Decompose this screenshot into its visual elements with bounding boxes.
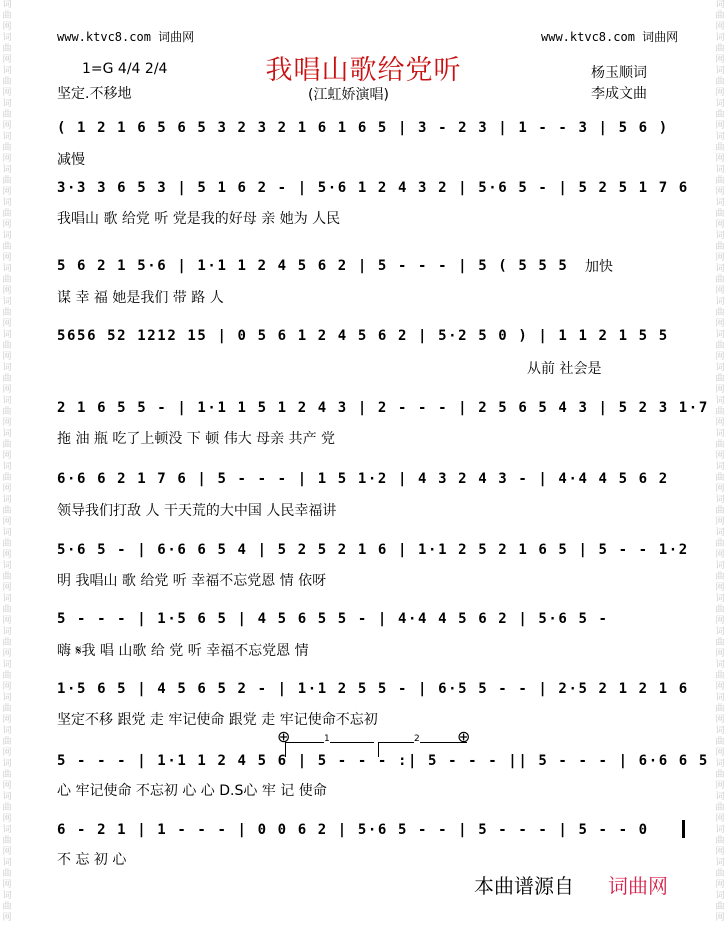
watermark-glyph: 曲 [2,242,12,252]
watermark-glyph: 网 [715,22,725,32]
watermark-glyph: 网 [715,517,725,527]
watermark-glyph: 网 [715,484,725,494]
slower-marking: 减慢 [57,152,85,168]
watermark-glyph: 曲 [715,209,725,219]
watermark-glyph: 词 [715,33,725,43]
watermark-glyph: 网 [715,154,725,164]
watermark-glyph: 词 [715,297,725,307]
watermark-glyph: 词 [2,693,12,703]
watermark-glyph: 网 [2,484,12,494]
watermark-glyph: 词 [2,825,12,835]
watermark-glyph: 曲 [2,110,12,120]
watermark-glyph: 曲 [715,572,725,582]
watermark-glyph: 曲 [715,407,725,417]
watermark-glyph: 词 [2,363,12,373]
watermark-glyph: 网 [2,682,12,692]
watermark-glyph: 词 [2,198,12,208]
watermark-glyph: 曲 [715,902,725,912]
watermark-glyph: 词 [715,330,725,340]
watermark-glyph: 词 [2,759,12,769]
watermark-glyph: 网 [715,319,725,329]
watermark-glyph: 曲 [2,902,12,912]
source-label: 本曲谱源自 [474,874,574,898]
watermark-glyph: 网 [2,253,12,263]
watermark-glyph: 词 [2,297,12,307]
source-link[interactable]: 词曲网 [608,874,668,898]
watermark-glyph: 曲 [2,341,12,351]
watermark-glyph: 网 [2,616,12,626]
watermark-glyph: 词 [715,693,725,703]
watermark-glyph: 网 [715,451,725,461]
watermark-glyph: 曲 [2,143,12,153]
score-row-4-lyrics: 从前 社会是 [527,361,602,377]
watermark-glyph: 词 [2,99,12,109]
score-row-4-notes: 5656 52 1212 15 | 0 5 6 1 2 4 5 6 2 | 5·2 5 0 ) | 1 1 2 1 5 5 [57,328,669,344]
watermark-glyph: 词 [715,858,725,868]
watermark-glyph: 曲 [2,209,12,219]
watermark-glyph: 网 [715,121,725,131]
watermark-glyph: 词 [715,660,725,670]
watermark-glyph: 网 [715,253,725,263]
watermark-glyph: 词 [715,495,725,505]
watermark-glyph: 曲 [715,11,725,21]
watermark-glyph: 网 [2,352,12,362]
watermark-glyph: 词 [715,759,725,769]
watermark-glyph: 词 [715,627,725,637]
watermark-glyph: 词 [715,264,725,274]
watermark-glyph: 网 [2,418,12,428]
watermark-glyph: 词 [715,561,725,571]
watermark-glyph: 词 [2,231,12,241]
score-row-9-notes: 1·5 6 5 | 4 5 6 5 2 - | 1·1 2 5 5 - | 6·5 5 - - | 2·5 2 1 2 1 6 [57,681,689,697]
watermark-glyph: 网 [2,451,12,461]
score-row-8-notes: 5 - - - | 1·5 6 5 | 4 5 6 5 5 - | 4·4 4 5 6 2 | 5·6 5 - [57,611,609,627]
watermark-glyph: 曲 [2,770,12,780]
watermark-glyph: 词 [715,132,725,142]
watermark-glyph: 词 [2,66,12,76]
watermark-glyph: 网 [2,814,12,824]
watermark-glyph: 词 [2,396,12,406]
watermark-glyph: 曲 [715,539,725,549]
watermark-glyph: 网 [715,781,725,791]
watermark-glyph: 词 [715,198,725,208]
watermark-glyph: 网 [2,286,12,296]
final-barline [682,820,685,838]
watermark-glyph: 曲 [715,110,725,120]
watermark-glyph: 曲 [2,572,12,582]
watermark-glyph: 曲 [715,473,725,483]
watermark-glyph: 词 [2,0,12,10]
score-row-7-notes: 5·6 5 - | 6·6 6 5 4 | 5 2 5 2 1 6 | 1·1 2 5 2 1 6 5 | 5 - - 1·2 [57,542,689,558]
watermark-glyph: 网 [715,649,725,659]
watermark-glyph: 网 [2,913,12,923]
watermark-glyph: 词 [715,231,725,241]
score-row-11-notes: 6 - 2 1 | 1 - - - | 0 0 6 2 | 5·6 5 - - | 5 - - - | 5 - - 0 [57,822,649,838]
watermark-glyph: 曲 [2,803,12,813]
watermark-glyph: 词 [715,891,725,901]
score-row-3-lyrics: 谋 幸 福 她是我们 带 路 人 [57,290,224,306]
watermark-glyph: 曲 [715,374,725,384]
watermark-glyph: 词 [2,165,12,175]
watermark-glyph: 网 [2,748,12,758]
watermark-glyph: 词 [2,429,12,439]
score-row-1-notes: ( 1 2 1 6 5 6 5 3 2 3 2 1 6 1 6 5 | 3 - 2 3 | 1 - - 3 | 5 6 ) [57,120,669,136]
watermark-glyph: 网 [2,583,12,593]
score-row-5-lyrics: 拖 油 瓶 吃了上顿没 下 顿 伟大 母亲 共产 党 [57,431,336,447]
watermark-glyph: 曲 [715,44,725,54]
score-row-10-lyrics: 心 牢记使命 不忘初 心 心 D.S心 牢 记 使命 [57,783,327,799]
watermark-glyph: 词 [715,99,725,109]
watermark-glyph: 网 [2,550,12,560]
watermark-glyph: 词 [2,462,12,472]
score-row-10-notes: 5 - - - | 1·1 1 2 4 5 6 | 5 - - - :| 5 - - - || 5 - - - | 6·6 6 5 [57,753,709,769]
watermark-glyph: 词 [715,396,725,406]
watermark-glyph: 网 [2,880,12,890]
score-row-6-lyrics: 领导我们打敌 人 干天荒的大中国 人民幸福讲 [57,503,337,519]
watermark-glyph: 网 [715,55,725,65]
site-link-left[interactable]: www.ktvc8.com 词曲网 [57,30,195,44]
watermark-glyph: 词 [2,726,12,736]
watermark-glyph: 网 [715,88,725,98]
watermark-glyph: 曲 [2,374,12,384]
watermark-glyph: 网 [2,22,12,32]
watermark-glyph: 网 [2,847,12,857]
watermark-glyph: 词 [2,891,12,901]
watermark-glyph: 网 [2,649,12,659]
score-row-6-notes: 6·6 6 2 1 7 6 | 5 - - - | 1 5 1·2 | 4 3 2 4 3 - | 4·4 4 5 6 2 [57,471,669,487]
volta-number-2: 2 [414,734,420,744]
watermark-glyph: 词 [2,561,12,571]
watermark-glyph: 词 [2,264,12,274]
watermark-glyph: 词 [2,627,12,637]
volta-number-1: 1 [324,734,330,744]
watermark-glyph: 曲 [715,440,725,450]
watermark-glyph: 曲 [715,341,725,351]
coda-sign-1: ⊕ [277,727,291,746]
watermark-glyph: 网 [715,748,725,758]
watermark-glyph: 词 [2,528,12,538]
watermark-glyph: 网 [715,616,725,626]
watermark-glyph: 曲 [2,275,12,285]
watermark-glyph: 网 [715,352,725,362]
score-row-7-lyrics: 明 我唱山 歌 给党 听 幸福不忘党恩 情 依呀 [57,573,327,589]
watermark-glyph: 曲 [2,176,12,186]
site-link-right[interactable]: www.ktvc8.com 词曲网 [541,30,679,44]
watermark-glyph: 词 [715,462,725,472]
watermark-glyph: 网 [715,583,725,593]
watermark-glyph: 曲 [2,506,12,516]
watermark-glyph: 网 [715,715,725,725]
watermark-glyph: 曲 [715,77,725,87]
watermark-glyph: 曲 [715,770,725,780]
watermark-glyph: 词 [715,429,725,439]
watermark-glyph: 网 [715,880,725,890]
watermark-glyph: 曲 [715,836,725,846]
watermark-glyph: 曲 [2,308,12,318]
watermark-glyph: 曲 [715,275,725,285]
watermark-glyph: 曲 [2,473,12,483]
watermark-glyph: 网 [715,814,725,824]
score-row-9-lyrics: 坚定不移 跟党 走 牢记使命 跟党 走 牢记使命不忘初 [57,712,378,728]
score-row-5-notes: 2 1 6 5 5 - | 1·1 1 5 1 2 4 3 | 2 - - - | 2 5 6 5 4 3 | 5 2 3 1·7 [57,400,709,416]
watermark-glyph: 词 [715,825,725,835]
watermark-glyph: 曲 [715,605,725,615]
watermark-glyph: 网 [2,121,12,131]
tempo-marking: 坚定.不移地 [57,86,132,102]
watermark-glyph: 词 [2,594,12,604]
score-row-2-notes: 3·3 3 6 5 3 | 5 1 6 2 - | 5·6 1 2 4 3 2 | 5·6 5 - | 5 2 5 1 7 6 [57,180,689,196]
watermark-glyph: 曲 [715,869,725,879]
watermark-glyph: 曲 [2,836,12,846]
composer: 李成文曲 [591,86,647,102]
watermark-glyph: 网 [715,682,725,692]
watermark-glyph: 曲 [715,737,725,747]
watermark-glyph: 网 [715,286,725,296]
watermark-glyph: 词 [2,495,12,505]
watermark-glyph: 网 [715,847,725,857]
watermark-glyph: 网 [715,418,725,428]
watermark-glyph: 曲 [715,506,725,516]
watermark-glyph: 词 [2,792,12,802]
watermark-glyph: 曲 [2,671,12,681]
score-row-8-lyrics: 嗨 𝄋我 唱 山歌 给 党 听 幸福不忘党恩 情 [57,643,309,659]
watermark-glyph: 网 [2,781,12,791]
watermark-glyph: 曲 [2,869,12,879]
watermark-glyph: 词 [715,594,725,604]
watermark-glyph: 网 [2,220,12,230]
watermark-glyph: 网 [715,385,725,395]
watermark-glyph: 曲 [2,44,12,54]
watermark-glyph: 网 [2,517,12,527]
watermark-glyph: 曲 [2,605,12,615]
watermark-glyph: 词 [715,363,725,373]
watermark-glyph: 词 [2,858,12,868]
watermark-glyph: 曲 [715,242,725,252]
watermark-glyph: 网 [715,187,725,197]
watermark-glyph: 曲 [2,440,12,450]
watermark-glyph: 词 [715,528,725,538]
watermark-glyph: 曲 [715,638,725,648]
watermark-glyph: 曲 [2,539,12,549]
watermark-glyph: 网 [2,319,12,329]
watermark-glyph: 曲 [715,308,725,318]
watermark-glyph: 曲 [2,737,12,747]
watermark-glyph: 曲 [2,11,12,21]
watermark-glyph: 网 [2,187,12,197]
watermark-glyph: 词 [2,132,12,142]
watermark-glyph: 网 [2,154,12,164]
score-row-11-lyrics: 不 忘 初 心 [57,852,127,868]
watermark-glyph: 词 [715,66,725,76]
watermark-glyph: 曲 [715,803,725,813]
watermark-right [713,0,727,925]
watermark-glyph: 曲 [715,176,725,186]
watermark-glyph: 网 [715,913,725,923]
watermark-glyph: 网 [715,550,725,560]
lyricist: 杨玉顺词 [591,65,647,81]
watermark-glyph: 网 [2,88,12,98]
watermark-glyph: 词 [2,660,12,670]
watermark-glyph: 网 [2,55,12,65]
coda-sign-2: ⊕ [457,727,471,746]
faster-marking: 加快 [585,259,613,275]
watermark-glyph: 曲 [2,77,12,87]
watermark-glyph: 词 [2,33,12,43]
score-row-2-lyrics: 我唱山 歌 给党 听 党是我的好母 亲 她为 人民 [57,211,341,227]
watermark-glyph: 曲 [2,407,12,417]
watermark-glyph: 词 [2,330,12,340]
watermark-glyph: 词 [715,165,725,175]
watermark-glyph: 词 [715,0,725,10]
watermark-glyph: 网 [2,385,12,395]
song-title: 我唱山歌给党听 [265,55,462,86]
watermark-glyph: 曲 [2,638,12,648]
watermark-glyph: 曲 [2,704,12,714]
singer: (江虹娇演唱) [308,87,389,103]
watermark-glyph: 曲 [715,671,725,681]
watermark-left [0,0,14,925]
watermark-glyph: 网 [2,715,12,725]
watermark-glyph: 网 [715,220,725,230]
watermark-glyph: 词 [715,726,725,736]
score-row-3-notes: 5 6 2 1 5·6 | 1·1 1 2 4 5 6 2 | 5 - - - | 5 ( 5 5 5 [57,258,569,274]
key-signature: 1=G 4/4 2/4 [82,61,168,77]
watermark-glyph: 词 [715,792,725,802]
watermark-glyph: 曲 [715,704,725,714]
watermark-glyph: 曲 [715,143,725,153]
